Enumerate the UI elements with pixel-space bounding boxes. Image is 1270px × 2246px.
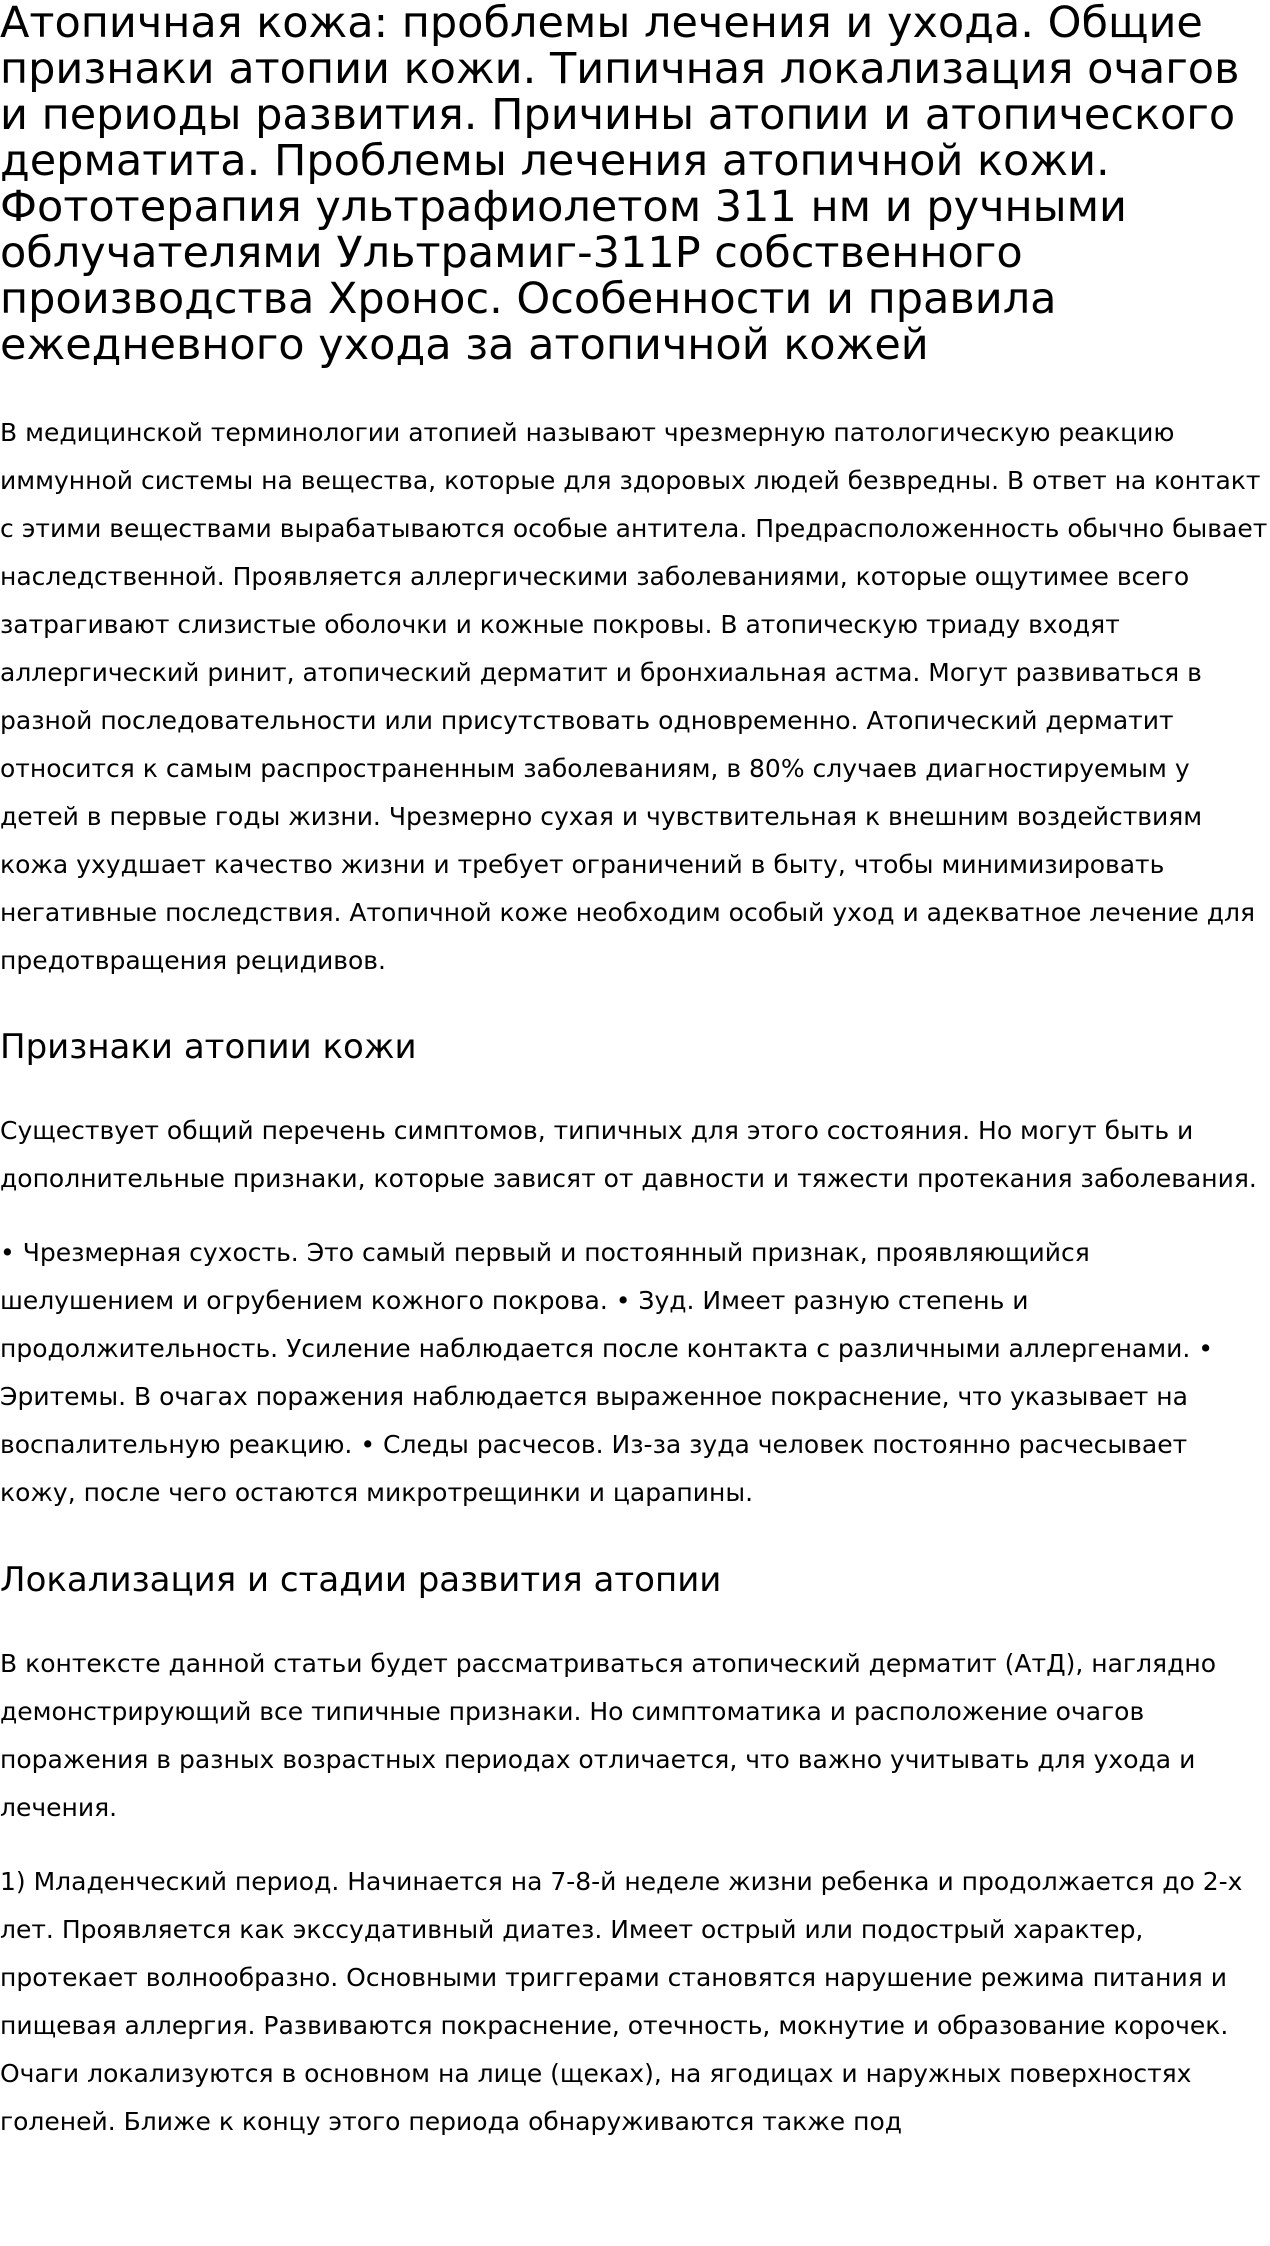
section-heading-localization: Локализация и стадии развития атопии [0, 1560, 722, 1600]
localization-paragraph-1: В контексте данной статьи будет рассматриваться атопический дерматит (АтД), наглядно демонстрирующий все типичные признаки. Но симптоматика и расположение очагов поражения в разных возрастных периодах отличается, что важно учитывать для ухода и лечения. [0, 1649, 1217, 1822]
signs-paragraph-1: Существует общий перечень симптомов, типичных для этого состояния. Но могут быть и дополнительные признаки, которые зависят от давности и тяжести протекания заболевания. [0, 1116, 1257, 1193]
intro-paragraph: В медицинской терминологии атопией называют чрезмерную патологическую реакцию иммунной системы на вещества, которые для здоровых людей безвредны. В ответ на контакт с этими веществами вырабатываются особые антитела. Предрасположенность обычно бывает наследственной. Проявляется аллергическими заболеваниями, которые ощутимее всего затрагивают слизистые оболочки и кожные покровы. В атопическую триаду входят аллергический ринит, атопический дерматит и бронхиальная астма. Могут развиваться в разной последовательности или присутствовать одновременно. Атопический дерматит относится к самым распространенным заболеваниям, в 80% случаев диагностируемым у детей в первые годы жизни. Чрезмерно сухая и чувствительная к внешним воздействиям кожа ухудшает качество жизни и требует ограничений в быту, чтобы минимизировать негативные последствия. Атопичной коже необходим особый уход и адекватное лечение для предотвращения рецидивов. [0, 418, 1268, 975]
localization-paragraph-2: 1) Младенческий период. Начинается на 7-8-й неделе жизни ребенка и продолжается до 2-х лет. Проявляется как экссудативный диатез. Имеет острый или подострый характер, протекает волнообразно. Основными триггерами становятся нарушение режима питания и пищевая аллергия. Развиваются покраснение, отечность, мокнутие и образование корочек. Очаги локализуются в основном на лице (щеках), на ягодицах и наружных поверхностях голеней. Ближе к концу этого периода обнаруживаются также под [0, 1867, 1243, 2136]
article-title: Атопичная кожа: проблемы лечения и ухода. Общие признаки атопии кожи. Типичная локализация очагов и периоды развития. Причины атопии и атопического дерматита. Проблемы лечения атопичной кожи. Фототерапия ультрафиолетом 311 нм и ручными облучателями Ультрамиг-311Р собственного производства Хронос. Особенности и правила ежедневного ухода за атопичной кожей [0, 0, 1240, 370]
signs-paragraph-2: • Чрезмерная сухость. Это самый первый и постоянный признак, проявляющийся шелушением и огрубением кожного покрова. • Зуд. Имеет разную степень и продолжительность. Усиление наблюдается после контакта с различными аллергенами. • Эритемы. В очагах поражения наблюдается выраженное покраснение, что указывает на воспалительную реакцию. • Следы расчесов. Из-за зуда человек постоянно расчесывает кожу, после чего остаются микротрещинки и царапины. [0, 1238, 1213, 1507]
section-heading-signs: Признаки атопии кожи [0, 1027, 417, 1067]
